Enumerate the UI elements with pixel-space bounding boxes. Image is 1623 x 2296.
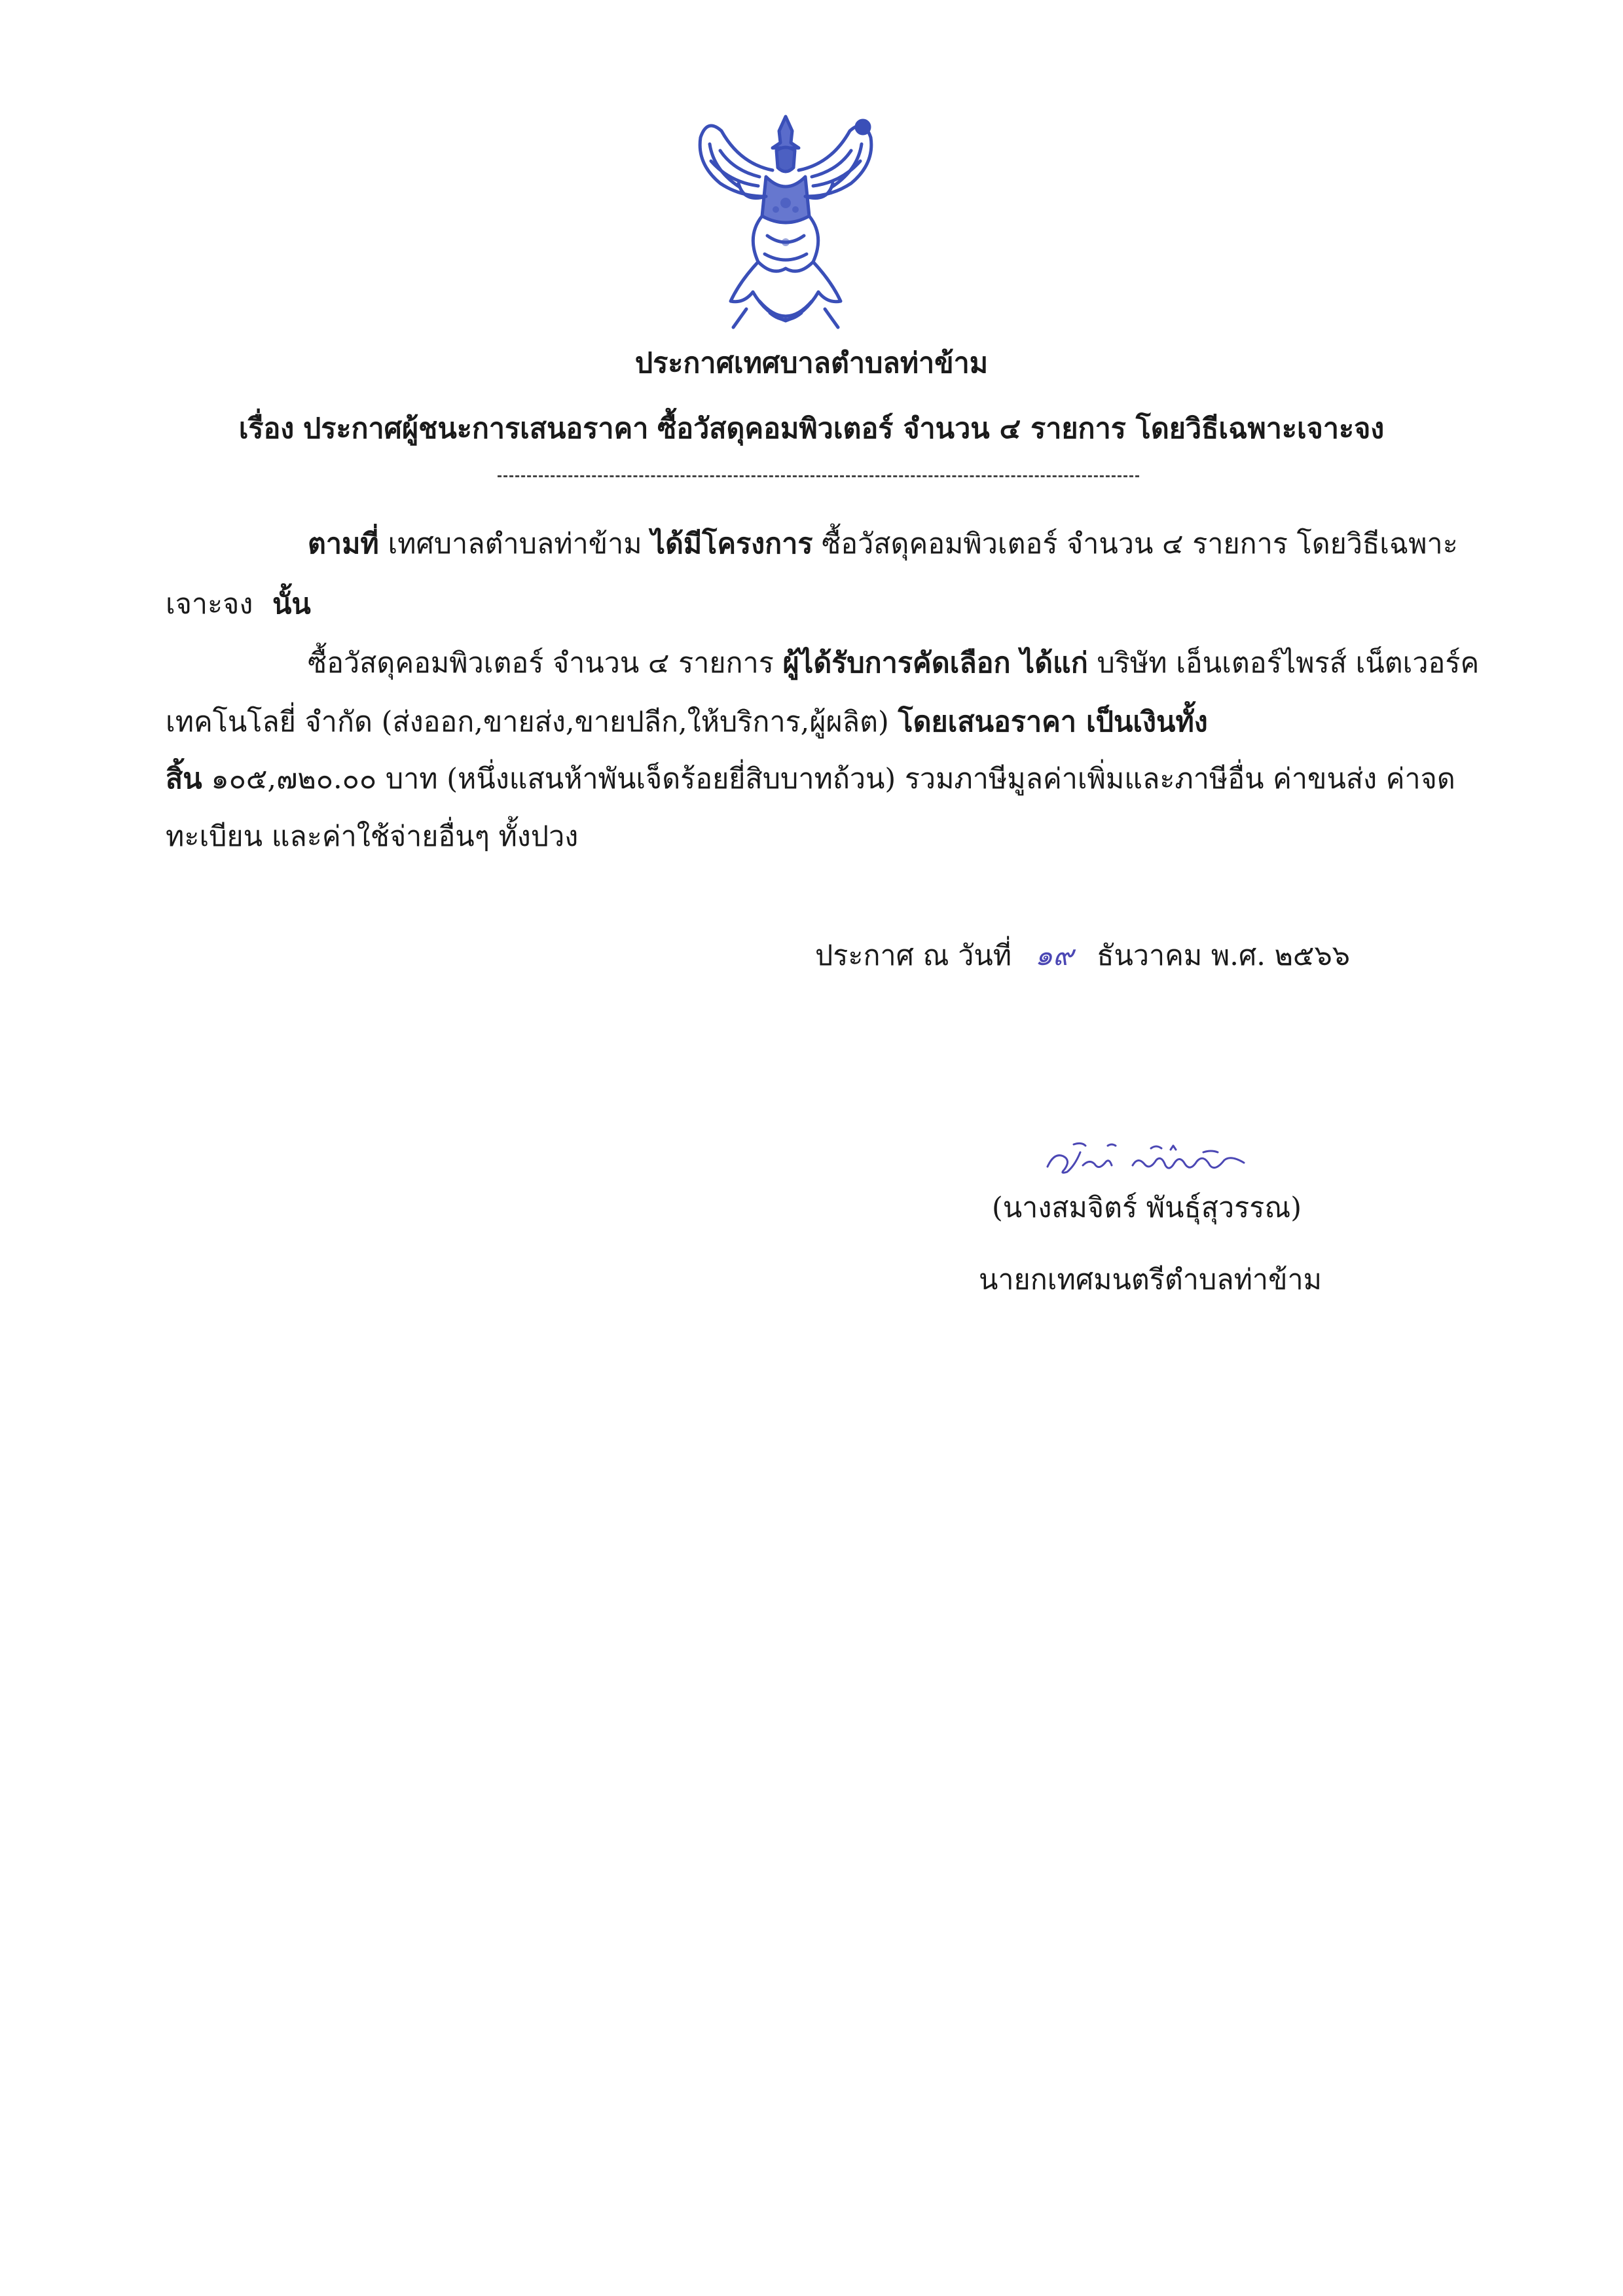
p1-text-1: เทศบาลตำบลท่าข้าม	[388, 528, 642, 560]
announcement-date	[815, 936, 1350, 975]
p2-text-5: ทะเบียน และค่าใช้จ่ายอื่นๆ ทั้งปวง	[166, 820, 579, 853]
p2-text-4: ๑๐๕,๗๒๐.๐๐ บาท (หนึ่งแสนห้าพันเจ็ดร้อยยี่สิบบาทถ้วน) รวมภาษีมูลค่าเพิ่มและภาษีอื่น ค่าขนส่ง ค่าจด	[211, 763, 1455, 795]
paragraph-1-line-2	[166, 585, 311, 624]
paragraph-2-line-4	[166, 817, 578, 856]
p2-text-bold-2: โดยเสนอราคา เป็นเงินทั้ง	[898, 706, 1208, 738]
date-prefix: ประกาศ ณ วันที่	[815, 939, 1012, 972]
date-day-handwritten: ๑๙	[1034, 939, 1074, 972]
date-month-year: ธันวาคม พ.ศ. ๒๕๖๖	[1097, 939, 1351, 972]
p2-text-bold-3: สิ้น	[166, 763, 202, 795]
p1-text-bold-1: ตามที่	[308, 528, 379, 560]
p2-text-1: ซื้อวัสดุคอมพิวเตอร์ จำนวน ๔ รายการ	[308, 647, 774, 680]
subject-rest: ซื้อวัสดุคอมพิวเตอร์ จำนวน ๔ รายการ โดยวิธีเฉพาะเจาะจง	[657, 412, 1385, 445]
signature	[1034, 1126, 1270, 1185]
subject-label: เรื่อง	[238, 412, 295, 445]
p1-text-3: เจาะจง	[166, 588, 253, 621]
document-title: ประกาศเทศบาลตำบลท่าข้าม	[634, 347, 989, 380]
p2-text-3: เทคโนโลยี่ จำกัด (ส่งออก,ขายส่ง,ขายปลีก,ให้บริการ,ผู้ผลิต)	[166, 706, 889, 738]
subject-bold: ประกาศผู้ชนะการเสนอราคา	[302, 412, 649, 445]
p2-text-bold-1: ผู้ได้รับการคัดเลือก ได้แก่	[782, 647, 1088, 680]
subject-line	[0, 409, 1623, 448]
signatory-name: (นางสมจิตร์ พันธุ์สุวรรณ)	[992, 1192, 1302, 1224]
paragraph-2-line-2	[166, 702, 1208, 742]
p1-text-2: ซื้อวัสดุคอมพิวเตอร์ จำนวน ๔ รายการ โดยวิธีเฉพาะ	[822, 528, 1458, 560]
paragraph-2-line-1	[308, 644, 1479, 683]
p1-text-bold-3: นั้น	[272, 588, 311, 621]
paragraph-2-line-3	[166, 759, 1455, 799]
p1-text-bold-2: ได้มีโครงการ	[651, 528, 813, 560]
p2-text-2: บริษัท เอ็นเตอร์ไพรส์ เน็ตเวอร์ค	[1097, 647, 1480, 680]
paragraph-1-line-1	[308, 524, 1458, 564]
garuda-emblem	[681, 105, 890, 340]
dashed-separator	[498, 475, 1139, 477]
signatory-position: นายกเทศมนตรีตำบลท่าข้าม	[979, 1264, 1322, 1296]
